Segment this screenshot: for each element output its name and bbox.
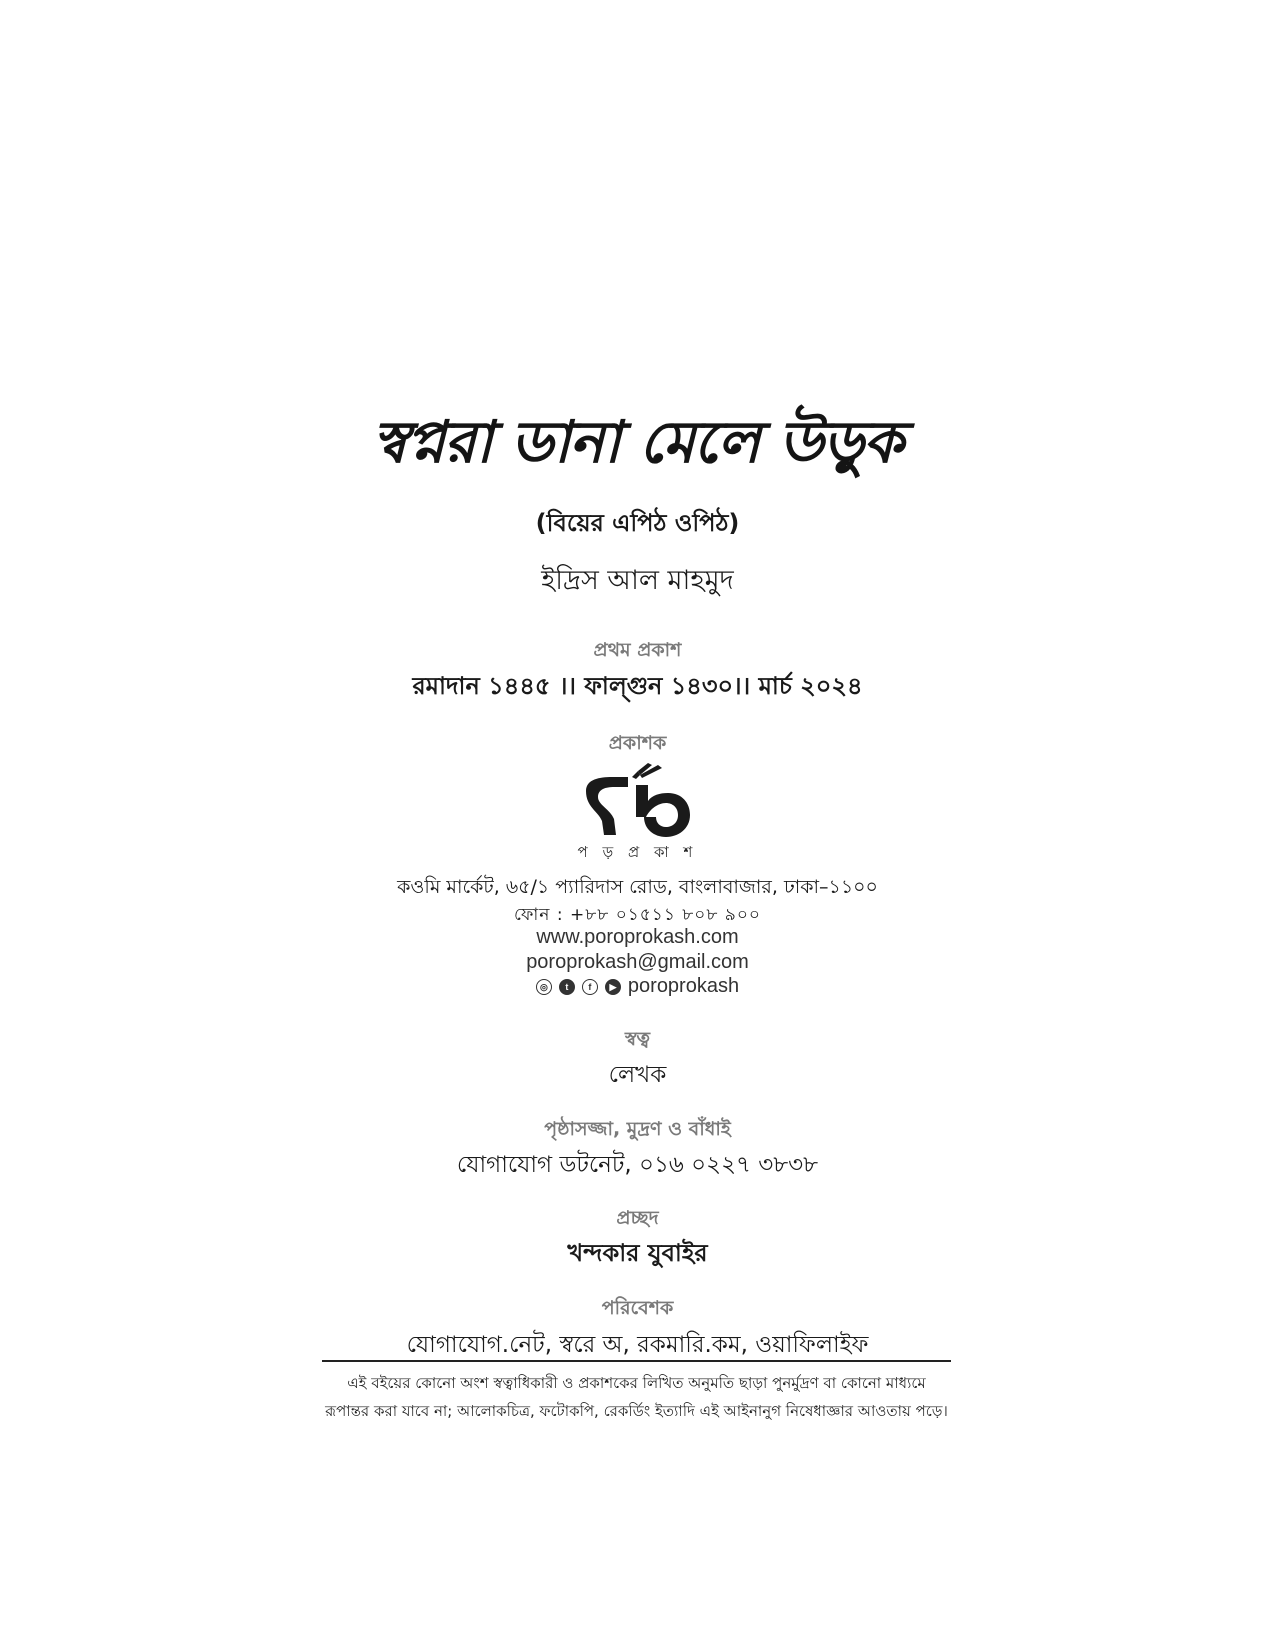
publisher-address: কওমি মার্কেট, ৬৫/১ প্যারিদাস রোড, বাংলাবাজার, ঢাকা–১১০০ xyxy=(397,876,878,898)
publisher-website[interactable]: www.poroprokash.com xyxy=(536,926,739,948)
copyright-label: স্বত্ব xyxy=(624,1028,651,1050)
book-subtitle: (বিয়ের এপিঠ ওপিঠ) xyxy=(535,509,740,537)
divider xyxy=(322,1360,951,1362)
copyright-notice-line2: রূপান্তর করা যাবে না; আলোকচিত্র, ফটোকপি, রেকর্ডিং ইত্যাদি এই আইনানুগ নিষেধাজ্ঞার আওতায় পড়ে। xyxy=(325,1402,948,1420)
printing-value: যোগাযোগ ডটনেট, ০১৬ ০২২৭ ৩৮৩৮ xyxy=(456,1152,819,1178)
publisher-logo-caption: প ড় প্র কা শ xyxy=(577,843,698,861)
copyright-value: লেখক xyxy=(608,1062,667,1088)
poroprokash-logo-icon xyxy=(580,761,695,839)
first-publication-label: প্রথম প্রকাশ xyxy=(593,639,682,661)
first-publication-dates: রমাদান ১৪৪৫ ।। ফাল্গুন ১৪৩০।। মার্চ ২০২৪ xyxy=(412,672,863,700)
distributor-value: যোগাযোগ.নেট, স্বরে অ, রকমারি.কম, ওয়াফিলাইফ xyxy=(406,1332,869,1358)
publisher-phone: ফোন : +৮৮ ০১৫১১ ৮০৮ ৯০০ xyxy=(514,905,761,925)
facebook-icon[interactable]: f xyxy=(582,979,598,995)
copyright-notice-line1: এই বইয়ের কোনো অংশ স্বত্বাধিকারী ও প্রকাশকের লিখিত অনুমতি ছাড়া পুনর্মুদ্রণ বা কোনো মাধ্যমে xyxy=(347,1374,926,1392)
youtube-icon[interactable]: ▶ xyxy=(605,979,621,995)
book-title: স্বপ্নরা ডানা মেলে উড়ুক xyxy=(372,408,903,476)
book-author: ইদ্রিস আল মাহমুদ xyxy=(541,565,734,596)
twitter-icon[interactable]: t xyxy=(559,979,575,995)
cover-value: খন্দকার যুবাইর xyxy=(567,1239,708,1267)
instagram-icon[interactable]: ◎ xyxy=(536,979,552,995)
printing-label: পৃষ্ঠাসজ্জা, মুদ্রণ ও বাঁধাই xyxy=(544,1118,731,1140)
publisher-email[interactable]: poroprokash@gmail.com xyxy=(526,951,749,973)
social-handle: poroprokash xyxy=(627,975,740,998)
publisher-social-row xyxy=(0,975,1275,998)
cover-label: প্রচ্ছদ xyxy=(616,1207,659,1229)
distributor-label: পরিবেশক xyxy=(601,1297,674,1319)
publisher-label: প্রকাশক xyxy=(608,732,667,754)
